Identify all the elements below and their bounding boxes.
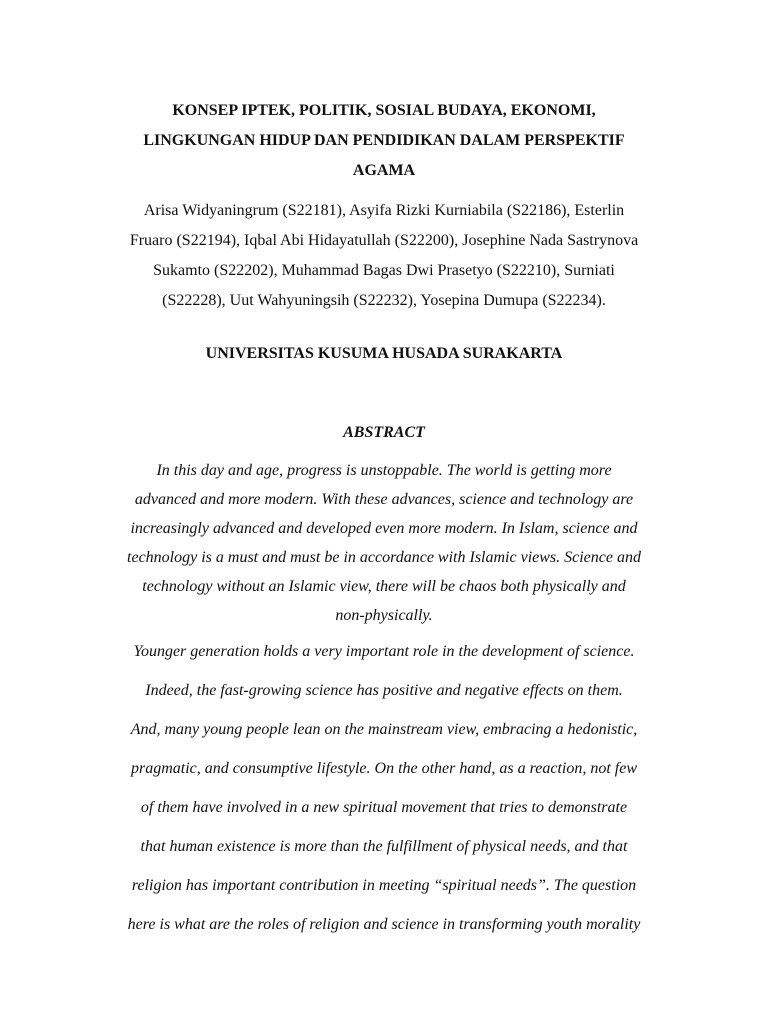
abstract-line: And, many young people lean on the mainstream view, embracing a hedonistic, [130,721,638,738]
title-line: AGAMA [352,162,416,179]
abstract-line: advanced and more modern. With these advances, science and technology are [134,491,634,508]
paper-title [60,96,708,186]
abstract-line: religion has important contribution in meeting “spiritual needs”. The question [131,877,637,894]
abstract-line: Indeed, the fast-growing science has positive and negative effects on them. [145,682,623,699]
abstract-line: increasingly advanced and developed even more modern. In Islam, science and [130,520,638,537]
abstract-heading: ABSTRACT [343,424,425,441]
title-line: KONSEP IPTEK, POLITIK, SOSIAL BUDAYA, EKONOMI, [172,102,596,119]
author-line: Arisa Widyaningrum (S22181), Asyifa Rizki Kurniabila (S22186), Esterlin [143,202,625,219]
abstract-paragraph [60,632,708,944]
abstract-line: here is what are the roles of religion and science in transforming youth morality [127,916,641,933]
abstract-line: technology is a must and must be in accordance with Islamic views. Science and [127,549,641,566]
affiliation: UNIVERSITAS KUSUMA HUSADA SURAKARTA [205,345,563,362]
abstract-line: that human existence is more than the fulfillment of physical needs, and that [140,838,628,855]
abstract-paragraph [60,456,708,630]
abstract-line: pragmatic, and consumptive lifestyle. On the other hand, as a reaction, not few [131,760,637,777]
abstract-line: technology without an Islamic view, there will be chaos both physically and [142,578,626,595]
abstract-line: In this day and age, progress is unstoppable. The world is getting more [156,462,612,479]
abstract-line: of them have involved in a new spiritual movement that tries to demonstrate [140,799,628,816]
author-line: Fruaro (S22194), Iqbal Abi Hidayatullah (S22200), Josephine Nada Sastrynova [129,232,639,249]
author-line: (S22228), Uut Wahyuningsih (S22232), Yosepina Dumupa (S22234). [162,292,606,309]
title-line: LINGKUNGAN HIDUP DAN PENDIDIKAN DALAM PERSPEKTIF [143,132,625,149]
author-list [60,196,708,316]
abstract-line: Younger generation holds a very important role in the development of science. [133,643,635,660]
author-line: Sukamto (S22202), Muhammad Bagas Dwi Prasetyo (S22210), Surniati [153,262,615,279]
abstract-line: non-physically. [335,607,433,624]
